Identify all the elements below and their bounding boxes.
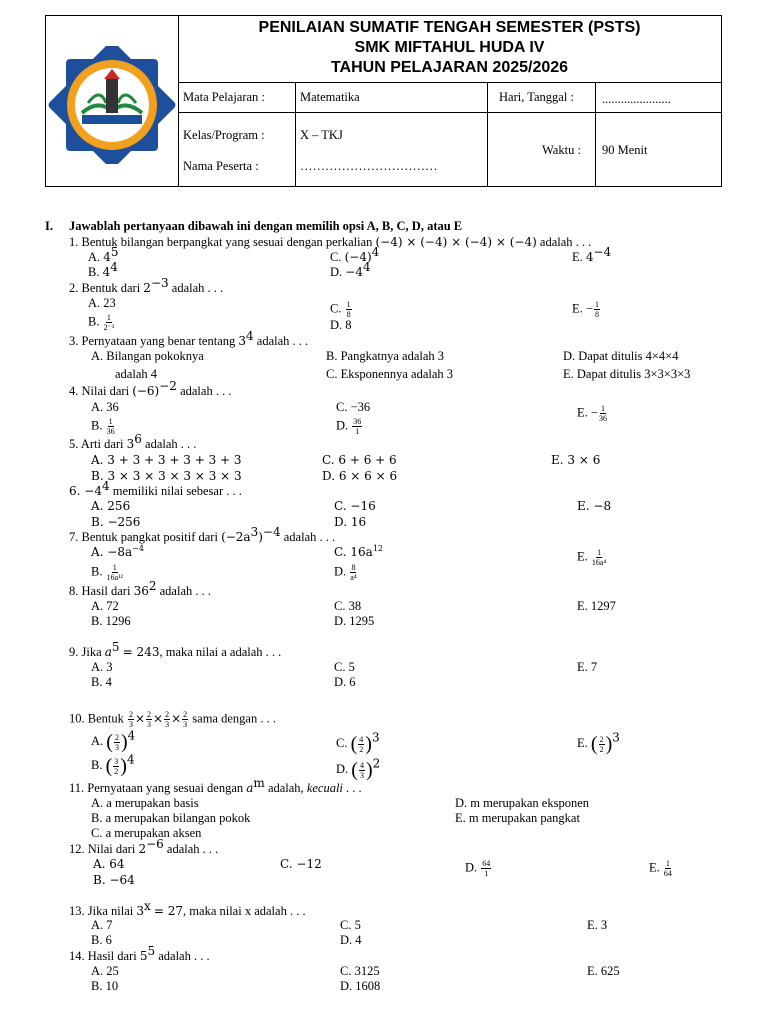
exam-title: PENILAIAN SUMATIF TENGAH SEMESTER (PSTS)	[258, 19, 641, 36]
header-divider	[295, 82, 296, 186]
q1-option-c[interactable]: C. $(-4)^4$	[330, 244, 380, 264]
q14-option-a[interactable]: A. 25	[91, 964, 119, 978]
q12-option-e[interactable]: E. $\frac{1}{64}$	[649, 859, 672, 878]
q7-option-c[interactable]: C. $16a^{12}$	[334, 544, 383, 559]
q7-option-a[interactable]: A. $-8a^{-4}$	[91, 544, 144, 559]
question-1: 1. Bentuk bilangan berpangkat yang sesuai dengan perkalian (−4) × (−4) × (−4) × (−4) adalah . . .	[69, 235, 592, 249]
question-10: 10. Bentuk $\frac{2}{3}$ × $\frac{2}{3}$ × $\frac{2}{3}$ × $\frac{2}{3}$ sama dengan . . .	[69, 710, 276, 729]
q8-option-e[interactable]: E. 1297	[577, 599, 616, 613]
q10-option-d[interactable]: D. ( 4 3 ) $^2$	[336, 756, 381, 781]
q6-option-c[interactable]: C. −16	[334, 499, 376, 513]
q11-option-b[interactable]: B. a merupakan bilangan pokok	[91, 811, 251, 825]
school-logo	[48, 46, 176, 164]
q5-option-c[interactable]: C. 6 + 6 + 6	[322, 453, 397, 467]
q13-option-c[interactable]: C. 5	[340, 918, 361, 932]
q3-option-e[interactable]: E. Dapat ditulis 3×3×3×3	[563, 367, 691, 381]
q4-option-d[interactable]: D. $\frac{36}{1}$	[336, 417, 362, 436]
q12-option-d[interactable]: D. $\frac{64}{1}$	[465, 859, 491, 878]
q4-option-c[interactable]: C. −36	[336, 400, 371, 414]
q11-option-a[interactable]: A. a merupakan basis	[91, 796, 199, 810]
q11-option-d[interactable]: D. m merupakan eksponen	[455, 796, 589, 810]
q4-option-e[interactable]: E. − $\frac{1}{36}$	[577, 404, 607, 423]
student-name-label: Nama Peserta :	[183, 159, 259, 173]
q14-option-d[interactable]: D. 1608	[340, 979, 381, 993]
q2-option-c[interactable]: C. $\frac{1}{8}$	[330, 300, 351, 319]
q9-option-e[interactable]: E. 7	[577, 660, 598, 674]
q5-option-d[interactable]: D. 6 × 6 × 6	[322, 469, 398, 483]
q3-option-a[interactable]: A. Bilangan pokoknya	[91, 349, 204, 363]
q5-option-b[interactable]: B. 3 × 3 × 3 × 3 × 3 × 3	[91, 469, 242, 483]
class-label: Kelas/Program :	[183, 128, 265, 142]
q3-option-a-cont: adalah 4	[115, 367, 157, 381]
question-8: 8. Hasil dari $36^2$ adalah . . .	[69, 578, 211, 598]
question-11: 11. Pernyataan yang sesuai dengan $a^m$ adalah, kecuali . . .	[69, 775, 362, 795]
question-14: 14. Hasil dari $5^5$ adalah . . .	[69, 943, 210, 963]
day-date-label: Hari, Tanggal :	[499, 90, 574, 104]
q10-option-e[interactable]: E. ( 2 2 ) $^3$	[577, 730, 620, 755]
q14-option-e[interactable]: E. 625	[587, 964, 620, 978]
exam-header-table	[45, 15, 722, 187]
q2-option-a[interactable]: A. 23	[88, 296, 116, 310]
q6-option-a[interactable]: A. 256	[91, 499, 131, 513]
section-number: I.	[45, 219, 53, 233]
q8-option-c[interactable]: C. 38	[334, 599, 362, 613]
q4-option-a[interactable]: A. 36	[91, 400, 119, 414]
exam-title-block	[178, 18, 721, 78]
q13-option-e[interactable]: E. 3	[587, 918, 608, 932]
q10-option-c[interactable]: C. ( 4 2 ) $^3$	[336, 730, 380, 755]
header-divider	[178, 82, 721, 83]
q6-option-d[interactable]: D. 16	[334, 515, 367, 529]
q1-option-e[interactable]: E. $4^{-4}$	[572, 244, 612, 264]
q9-option-b[interactable]: B. 4	[91, 675, 112, 689]
q5-option-e[interactable]: E. 3 × 6	[551, 453, 601, 467]
q11-option-c[interactable]: C. a merupakan aksen	[91, 826, 202, 840]
q2-option-e[interactable]: E. − $\frac{1}{8}$	[572, 300, 599, 319]
q8-option-b[interactable]: B. 1296	[91, 614, 131, 628]
q2-option-d[interactable]: D. 8	[330, 318, 352, 332]
subject-label: Mata Pelajaran :	[183, 90, 265, 104]
question-7: 7. Bentuk pangkat positif dari $(-2a^3)^{-4}$ adalah . . .	[69, 524, 336, 544]
q12-option-a[interactable]: A. 64	[93, 857, 125, 871]
question-2: 2. Bentuk dari $2^{-3}$ adalah . . .	[69, 275, 224, 295]
q9-option-c[interactable]: C. 5	[334, 660, 355, 674]
q8-option-d[interactable]: D. 1295	[334, 614, 375, 628]
q14-option-c[interactable]: C. 3125	[340, 964, 380, 978]
section-instruction: Jawablah pertanyaan dibawah ini dengan memilih opsi A, B, C, D, atau E	[69, 219, 463, 233]
q1-option-a[interactable]: A. $4^5$	[88, 244, 119, 264]
q3-option-d[interactable]: D. Dapat ditulis 4×4×4	[563, 349, 679, 363]
header-divider	[595, 82, 596, 186]
q6-option-b[interactable]: B. −256	[91, 515, 141, 529]
q7-option-d[interactable]: D. $\frac{8}{\text{a⁴}}$	[334, 563, 357, 582]
time-label: Waktu :	[542, 143, 581, 157]
q13-option-d[interactable]: D. 4	[340, 933, 362, 947]
q13-option-b[interactable]: B. 6	[91, 933, 112, 947]
question-4: 4. Nilai dari $(-6)^{-2}$ adalah . . .	[69, 378, 232, 398]
academic-year: TAHUN PELAJARAN 2025/2026	[330, 59, 569, 76]
q7-option-e[interactable]: E. $\frac{1}{\text{16a⁴}}$	[577, 548, 607, 567]
q2-option-b[interactable]: B. $\frac{1}{\text{2⁻³}}$	[88, 313, 115, 332]
question-9: 9. Jika $a^5 = 243$, maka nilai a adalah . . .	[69, 639, 282, 659]
header-divider	[487, 82, 488, 186]
question-6: 6. $-4^4$ memiliki nilai sebesar . . .	[69, 478, 242, 498]
q7-option-b[interactable]: B. $\frac{1}{\text{16a¹²}}$	[91, 563, 123, 582]
question-12: 12. Nilai dari $2^{-6}$ adalah . . .	[69, 836, 219, 856]
q13-option-a[interactable]: A. 7	[91, 918, 113, 932]
q3-option-b[interactable]: B. Pangkatnya adalah 3	[326, 349, 445, 363]
q8-option-a[interactable]: A. 72	[91, 599, 119, 613]
q1-option-d[interactable]: D. $-4^4$	[330, 259, 371, 279]
question-5: 5. Arti dari $3^6$ adalah . . .	[69, 431, 197, 451]
q11-option-e[interactable]: E. m merupakan pangkat	[455, 811, 580, 825]
q9-option-d[interactable]: D. 6	[334, 675, 356, 689]
subject-value: Matematika	[300, 90, 360, 104]
question-3: 3. Pernyataan yang benar tentang $3^4$ adalah . . .	[69, 328, 309, 348]
q6-option-e[interactable]: E. −8	[577, 499, 612, 513]
school-name: SMK MIFTAHUL HUDA IV	[354, 39, 545, 56]
q10-option-a[interactable]: A. ( 2 3 ) $^4$	[91, 728, 136, 753]
time-value: 90 Menit	[602, 143, 648, 157]
student-name-field[interactable]: ……………………………	[300, 159, 438, 173]
question-13: 13. Jika nilai 3$^x$ = 27, maka nilai x adalah . . .	[69, 898, 306, 918]
q4-option-b[interactable]: B. $\frac{1}{36}$	[91, 417, 115, 436]
day-date-field[interactable]: ......................	[602, 92, 671, 106]
class-value: X – TKJ	[300, 128, 343, 142]
q1-option-b[interactable]: B. $4^4$	[88, 259, 118, 279]
q12-option-c[interactable]: C. −12	[280, 857, 322, 871]
q9-option-a[interactable]: A. 3	[91, 660, 113, 674]
q5-option-a[interactable]: A. 3 + 3 + 3 + 3 + 3 + 3	[91, 453, 242, 467]
q14-option-b[interactable]: B. 10	[91, 979, 119, 993]
q3-option-c[interactable]: C. Eksponennya adalah 3	[326, 367, 454, 381]
header-divider	[178, 112, 721, 113]
q12-option-b[interactable]: B. −64	[93, 873, 135, 887]
q10-option-b[interactable]: B. ( 3 2 ) $^4$	[91, 752, 135, 777]
